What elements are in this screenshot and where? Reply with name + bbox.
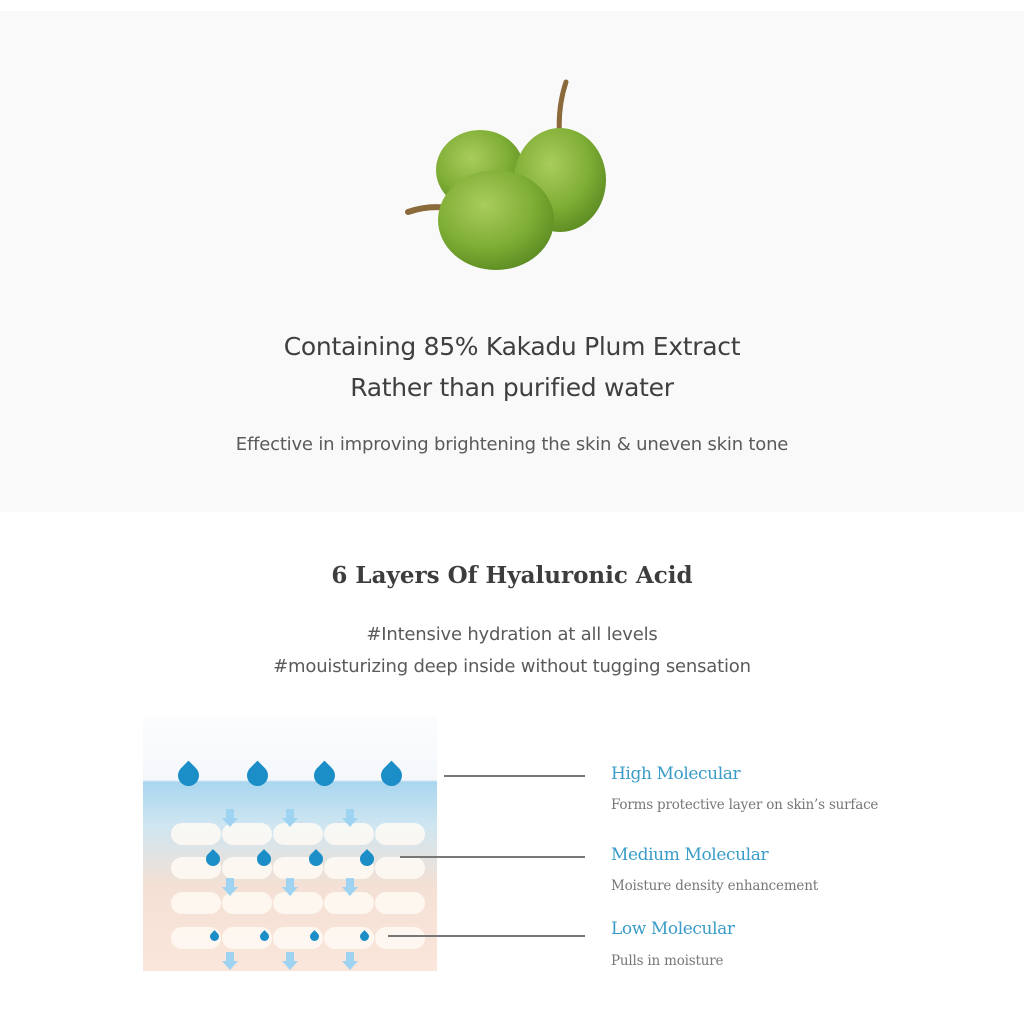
desc-medium-molecular: Moisture density enhancement — [611, 878, 818, 894]
high-molecular-drop-icon — [174, 761, 204, 791]
skin-cell — [171, 892, 221, 914]
label-medium-molecular: Medium Molecular — [611, 845, 769, 865]
hashtag-2: #mouisturizing deep inside without tugging sensation — [273, 656, 751, 677]
skin-cell — [375, 892, 425, 914]
leader-line-medium — [400, 856, 585, 858]
leader-line-high — [444, 775, 585, 777]
arrow-down-icon — [222, 878, 238, 896]
ingredient-subtext: Effective in improving brightening the skin & uneven skin tone — [235, 434, 789, 455]
arrow-down-icon — [282, 878, 298, 896]
arrow-down-icon — [282, 809, 298, 827]
skin-cell — [375, 927, 425, 949]
arrow-down-icon — [282, 952, 298, 970]
label-high-molecular: High Molecular — [611, 764, 741, 784]
high-molecular-drop-icon — [310, 761, 340, 791]
hyaluronic-title: 6 Layers Of Hyaluronic Acid — [331, 562, 693, 589]
skin-cell — [273, 892, 323, 914]
kakadu-plum-image — [400, 70, 630, 280]
high-molecular-drop-icon — [243, 761, 273, 791]
skin-cell — [375, 823, 425, 845]
arrow-down-icon — [222, 809, 238, 827]
desc-high-molecular: Forms protective layer on skin’s surface — [611, 797, 879, 813]
ingredient-heading-line1: Containing 85% Kakadu Plum Extract — [283, 332, 741, 361]
high-molecular-drop-icon — [377, 761, 407, 791]
hashtag-1: #Intensive hydration at all levels — [366, 624, 658, 645]
skin-cell — [171, 823, 221, 845]
arrow-down-icon — [342, 878, 358, 896]
arrow-down-icon — [342, 952, 358, 970]
arrow-down-icon — [222, 952, 238, 970]
ingredient-heading-line2: Rather than purified water — [350, 373, 674, 402]
arrow-down-icon — [342, 809, 358, 827]
hyaluronic-layers-diagram — [143, 716, 437, 971]
skin-cell — [375, 857, 425, 879]
leader-line-low — [388, 935, 585, 937]
skin-cell — [273, 823, 323, 845]
desc-low-molecular: Pulls in moisture — [611, 953, 724, 969]
label-low-molecular: Low Molecular — [611, 919, 735, 939]
